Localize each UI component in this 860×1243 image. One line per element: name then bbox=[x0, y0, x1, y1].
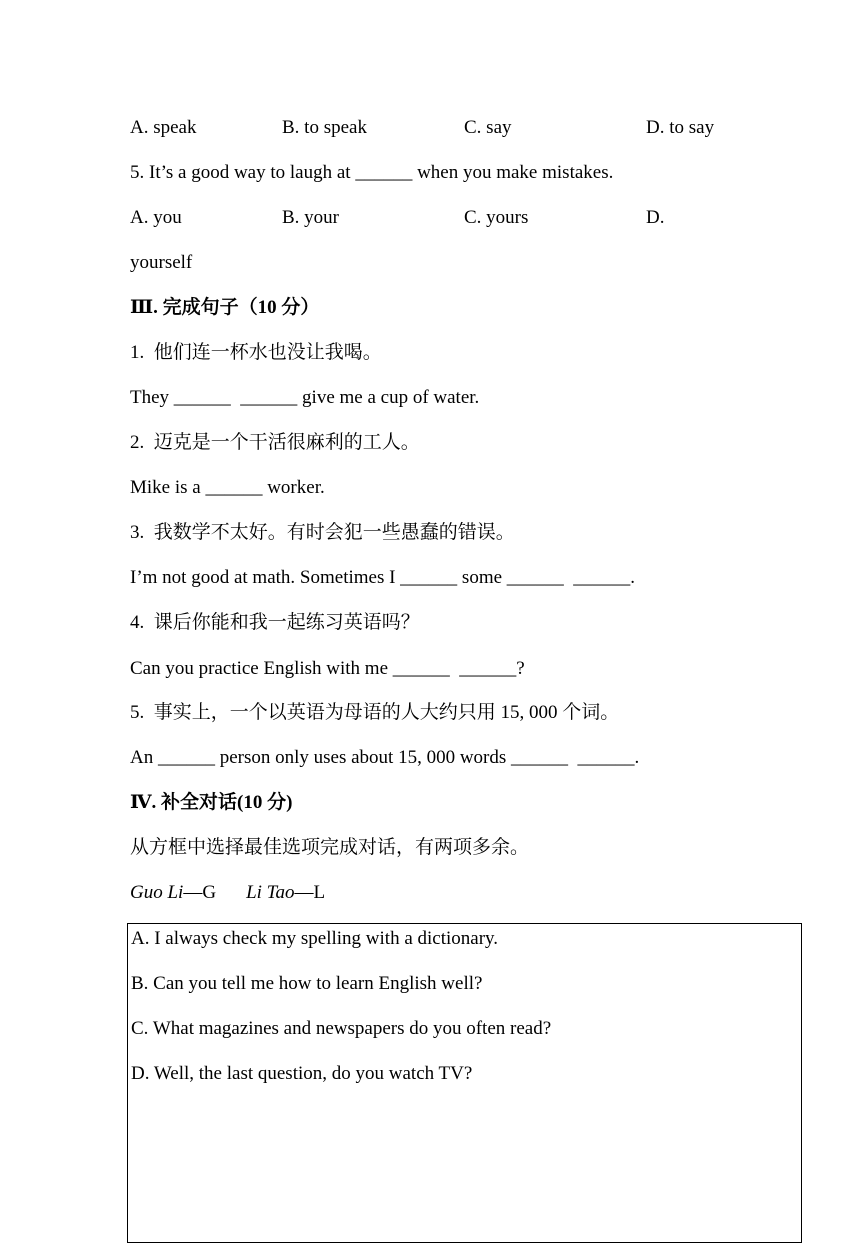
s3-item1-chinese: 1. 他们连一杯水也没让我喝。 bbox=[130, 342, 382, 363]
box-option-b: B. Can you tell me how to learn English well? bbox=[131, 973, 483, 994]
q4-option-a: A. speak bbox=[130, 117, 197, 138]
q5-option-d-continued: yourself bbox=[130, 252, 193, 273]
q5-option-b: B. your bbox=[282, 207, 339, 228]
section4-instruction: 从方框中选择最佳选项完成对话，有两项多余。 bbox=[130, 837, 530, 858]
s3-item5-chinese: 5. 事实上，一个以英语为母语的人大约只用 15, 000 个词。 bbox=[130, 702, 620, 723]
speaker-legend bbox=[130, 881, 325, 905]
box-option-d: D. Well, the last question, do you watch TV? bbox=[131, 1063, 473, 1084]
s3-item3-english: I’m not good at math. Sometimes I ______ some ______ ______. bbox=[130, 567, 636, 588]
speaker-g-code: —G bbox=[183, 882, 217, 903]
speaker-g-name: Guo Li bbox=[130, 882, 184, 903]
s3-item1-english: They ______ ______ give me a cup of water. bbox=[130, 387, 480, 408]
s3-item2-english: Mike is a ______ worker. bbox=[130, 477, 325, 498]
q5-option-c: C. yours bbox=[464, 207, 529, 228]
s3-item5-english: An ______ person only uses about 15, 000 words ______ ______. bbox=[130, 747, 640, 768]
s3-item3-chinese: 3. 我数学不太好。有时会犯一些愚蠢的错误。 bbox=[130, 522, 515, 543]
section3-heading: Ⅲ. 完成句子（10 分） bbox=[130, 297, 320, 318]
s3-item2-chinese: 2. 迈克是一个干活很麻利的工人。 bbox=[130, 432, 420, 453]
option-box bbox=[127, 923, 802, 1243]
box-option-c: C. What magazines and newspapers do you often read? bbox=[131, 1018, 552, 1039]
q4-option-c: C. say bbox=[464, 117, 512, 138]
box-option-a: A. I always check my spelling with a dictionary. bbox=[131, 928, 499, 949]
s3-item4-chinese: 4. 课后你能和我一起练习英语吗？ bbox=[130, 612, 420, 633]
q5-option-a: A. you bbox=[130, 207, 182, 228]
q4-option-b: B. to speak bbox=[282, 117, 367, 138]
s3-item4-english: Can you practice English with me ______ ______? bbox=[130, 658, 525, 679]
speaker-l-code: —L bbox=[294, 882, 326, 903]
q5-stem: 5. It’s a good way to laugh at ______ when you make mistakes. bbox=[130, 162, 614, 183]
speaker-l-name: Li Tao bbox=[246, 882, 295, 903]
q5-option-d: D. bbox=[646, 207, 665, 228]
section4-heading: Ⅳ. 补全对话(10 分) bbox=[130, 792, 293, 813]
q4-option-d: D. to say bbox=[646, 117, 715, 138]
